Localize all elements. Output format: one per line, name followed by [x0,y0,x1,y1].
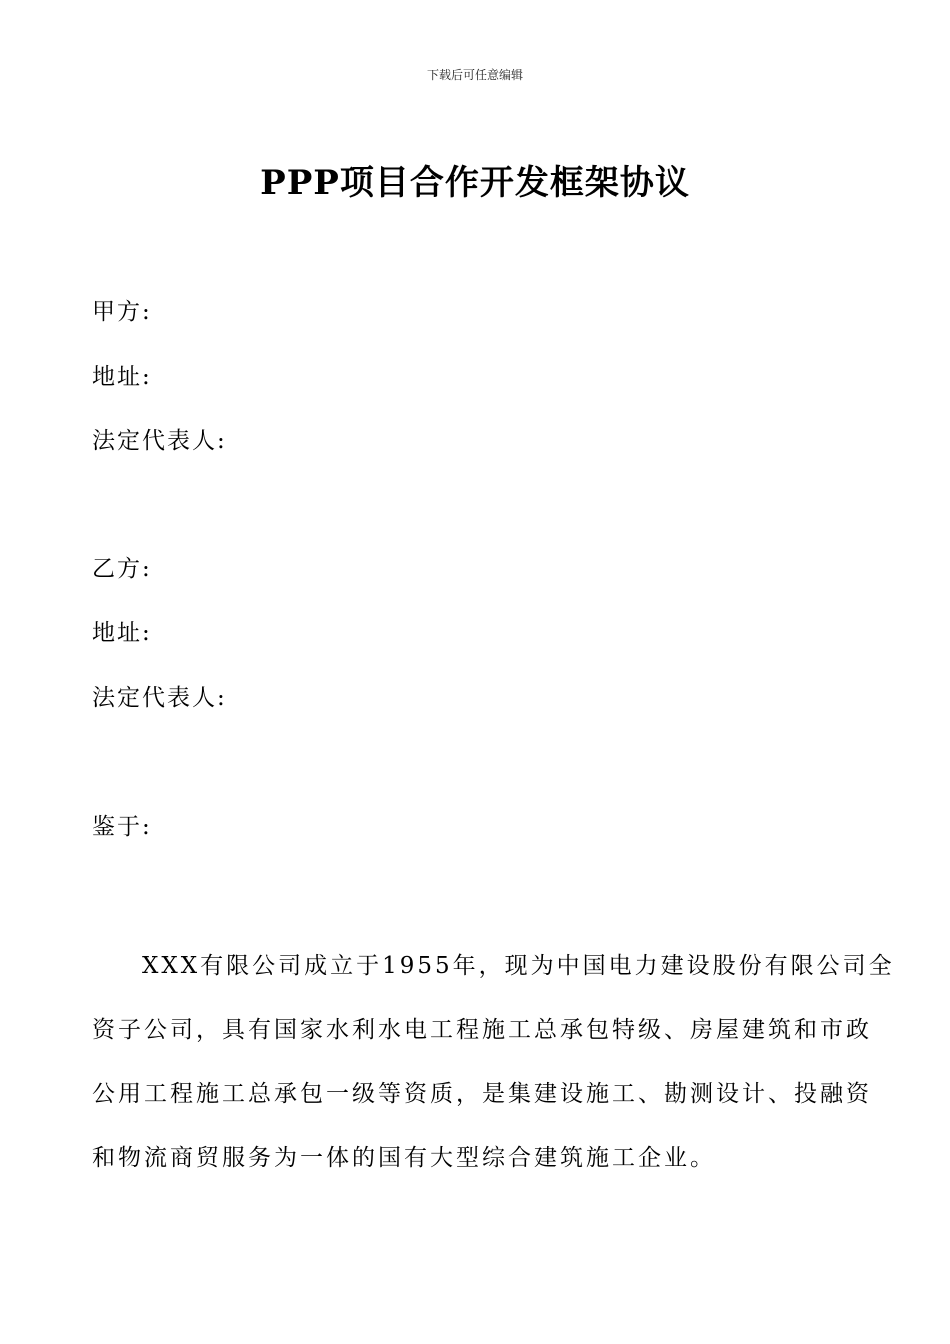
party-b-representative-label: 法定代表人: [92,685,227,711]
party-b-address-label: 地址: [92,620,152,646]
document-title: PPP项目合作开发框架协议 [260,163,690,203]
company-description-paragraph [92,934,895,1190]
party-a-representative-label: 法定代表人: [92,428,227,454]
party-a-label: 甲方: [92,299,152,325]
header-note: 下载后可任意编辑 [426,68,523,82]
paragraph-line: 和物流商贸服务为一体的国有大型综合建筑施工企业。 [92,1145,716,1171]
paragraph-line: XXX有限公司成立于1955年，现为中国电力建设股份有限公司全 [142,953,895,979]
paragraph-line: 资子公司，具有国家水利水电工程施工总承包特级、房屋建筑和市政 [92,1017,872,1043]
whereas-label: 鉴于: [92,814,152,840]
party-a-address-label: 地址: [92,364,152,390]
party-b-label: 乙方: [92,556,152,582]
paragraph-line: 公用工程施工总承包一级等资质，是集建设施工、勘测设计、投融资 [92,1081,872,1107]
